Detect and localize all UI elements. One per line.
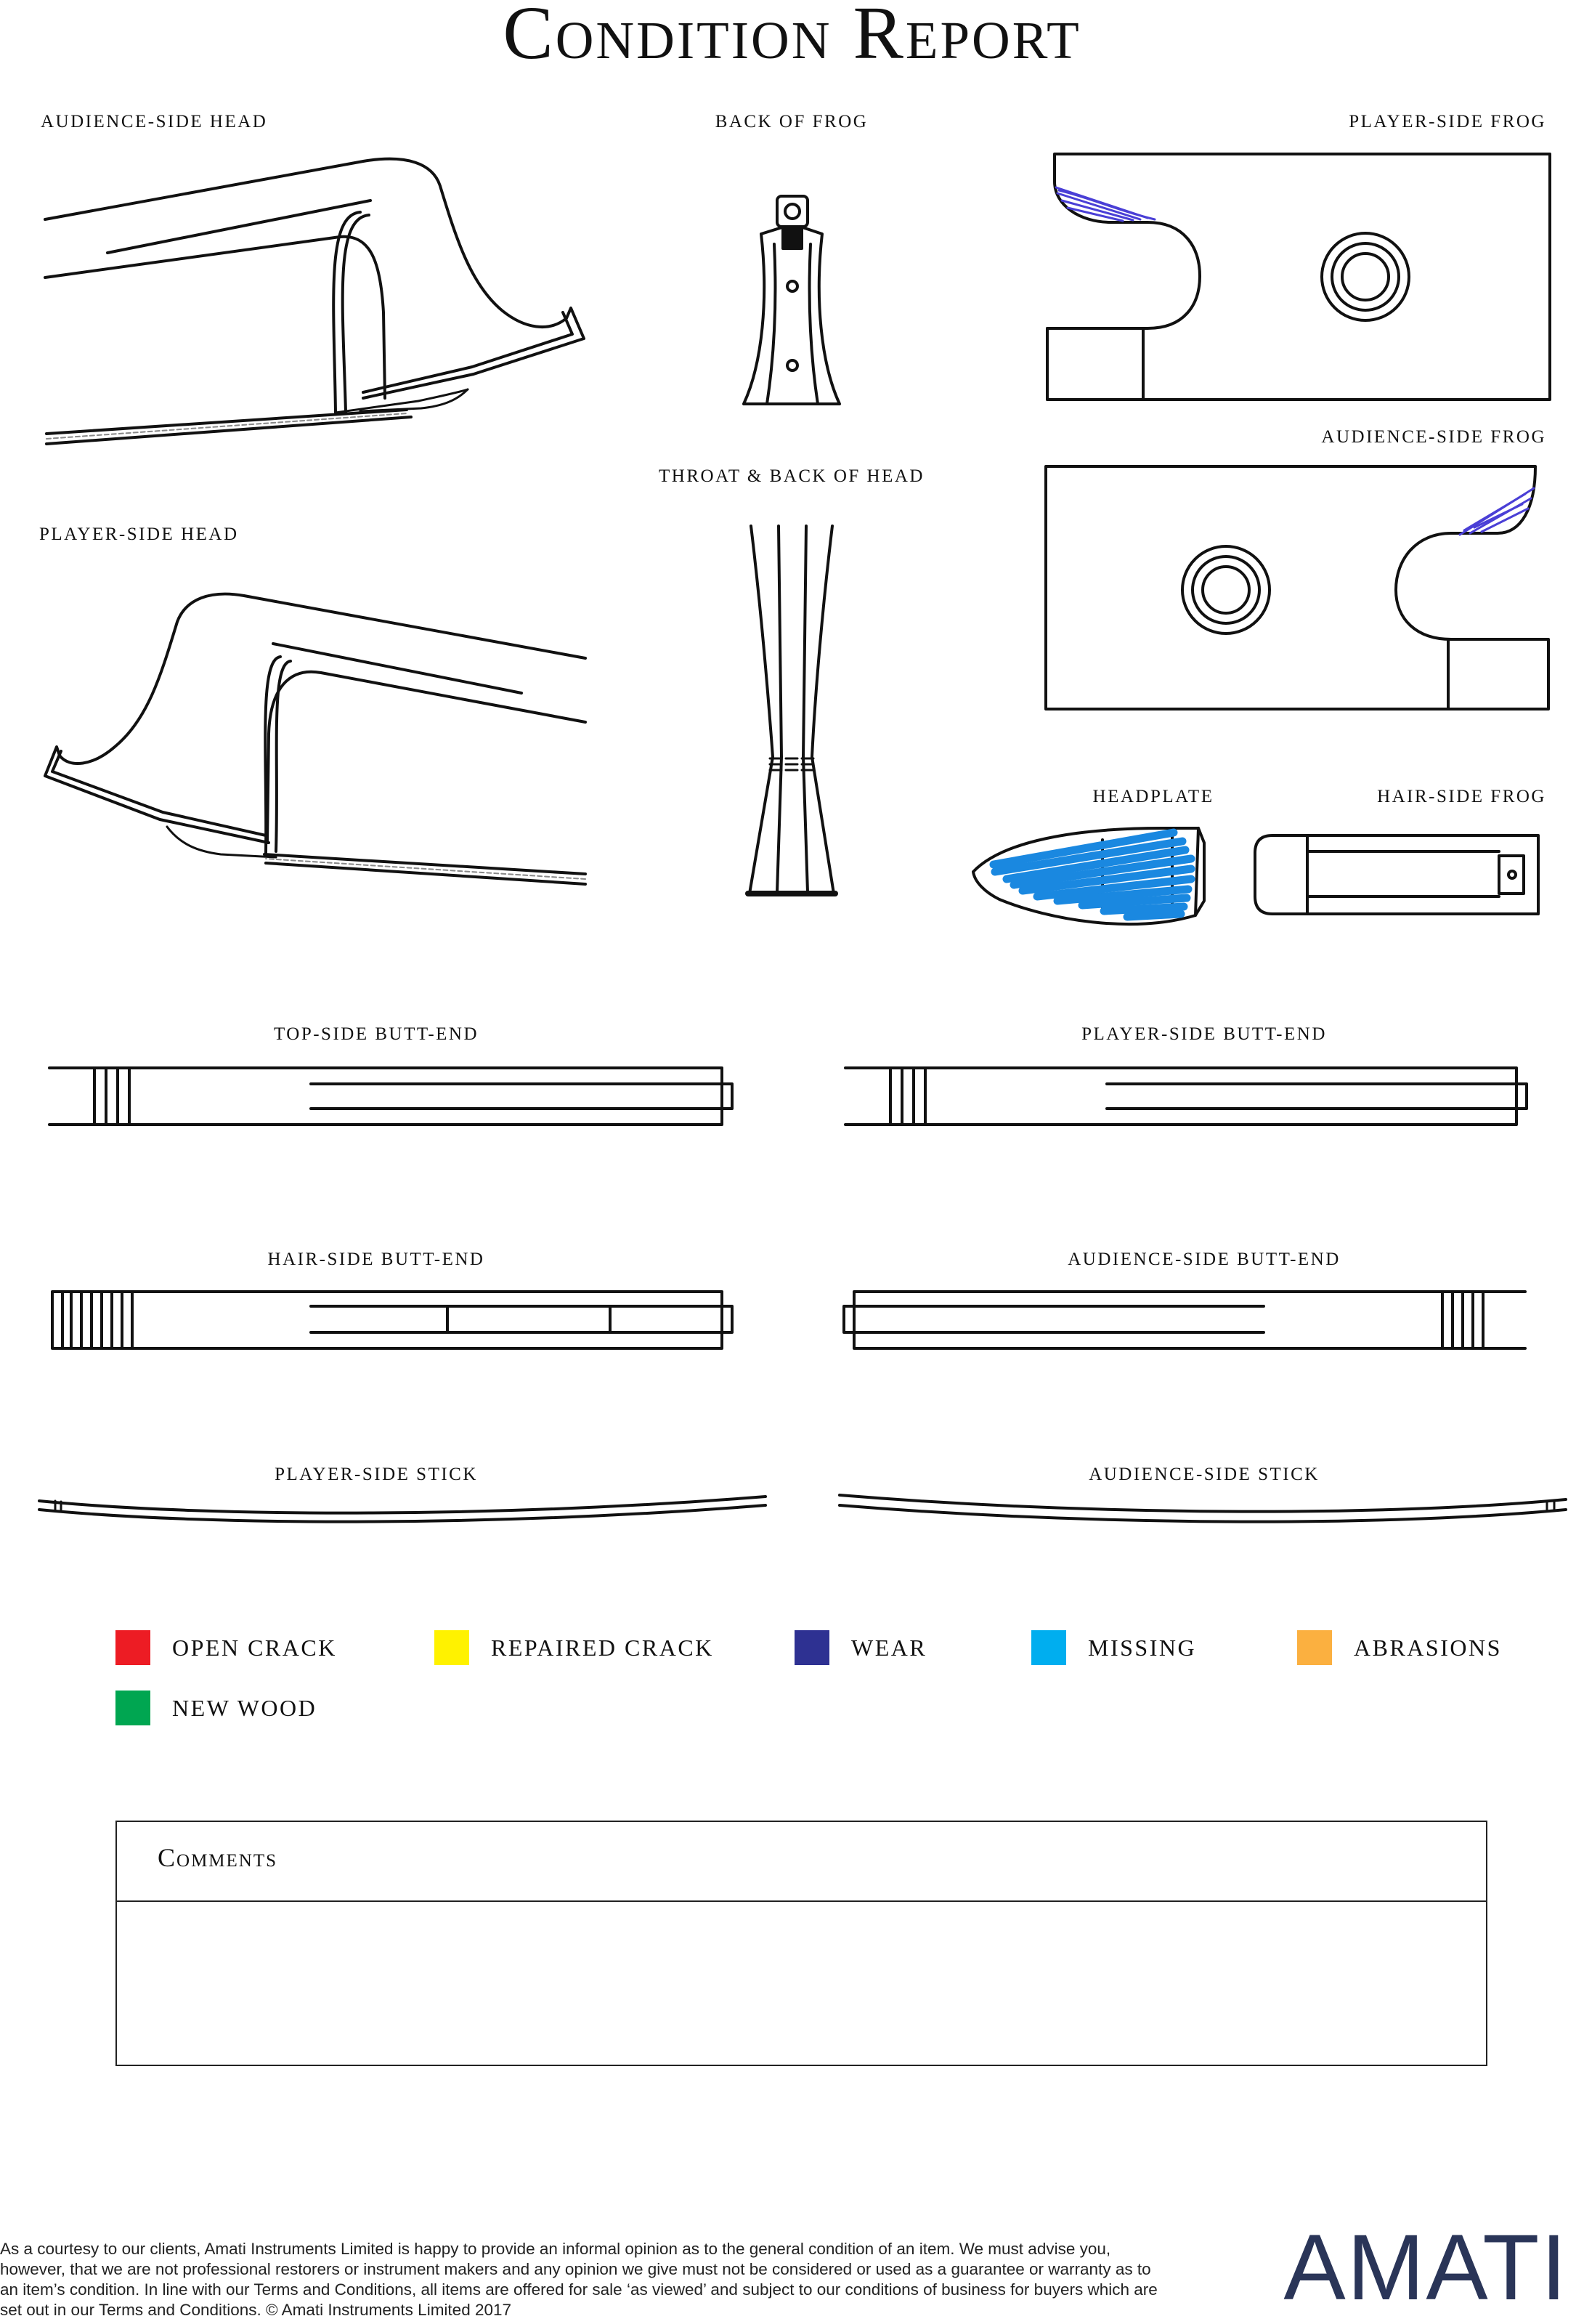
- label-player-side-stick: PLAYER-SIDE STICK: [275, 1465, 478, 1484]
- legend-label: WEAR: [851, 1634, 927, 1661]
- label-audience-side-stick: AUDIENCE-SIDE STICK: [1089, 1465, 1320, 1484]
- label-headplate: HEADPLATE: [1092, 787, 1214, 806]
- legend-label: MISSING: [1088, 1634, 1197, 1661]
- amati-logo: AMATI: [1283, 2216, 1568, 2320]
- legend-repaired-crack: [434, 1629, 714, 1666]
- comments-title: Comments: [158, 1843, 278, 1872]
- legend-swatch: [795, 1630, 829, 1665]
- wear-marking-audience-frog: [1460, 488, 1534, 535]
- legend-new-wood: [115, 1690, 317, 1726]
- legend-missing: [1031, 1629, 1196, 1666]
- diagram-hair-side-frog: [1255, 835, 1538, 914]
- diagram-player-side-frog: [1047, 154, 1550, 400]
- comments-field[interactable]: [117, 1902, 1489, 2068]
- legend-label: NEW WOOD: [172, 1694, 317, 1721]
- label-back-of-frog: BACK OF FROG: [715, 112, 869, 131]
- comments-box: [115, 1821, 1487, 2066]
- legend-label: REPAIRED CRACK: [491, 1634, 714, 1661]
- diagram-player-side-butt-end: [845, 1068, 1527, 1125]
- label-player-side-butt-end: PLAYER-SIDE BUTT-END: [1081, 1024, 1327, 1044]
- label-hair-side-frog: HAIR-SIDE FROG: [1377, 787, 1546, 806]
- label-player-side-head: PLAYER-SIDE HEAD: [39, 525, 239, 544]
- legend-swatch: [115, 1691, 150, 1725]
- legend-swatch: [115, 1630, 150, 1665]
- label-audience-side-butt-end: AUDIENCE-SIDE BUTT-END: [1068, 1250, 1341, 1269]
- diagram-player-side-head: [45, 594, 585, 884]
- disclaimer-text: As a courtesy to our clients, Amati Instruments Limited is happy to provide an informal opinion as to the general condition of an item. We must advise you, however, that we are not professional restorers or instrument makers and any opinion we give must not be considered or used as a guarantee or warranty as to an item’s condition. In line with our Terms and Conditions, all items are offered for sale ‘as viewed’ and subject to our conditions of business for buyers which are set out in our Terms and Conditions. © Amati Instruments Limited 2017: [0, 2240, 1158, 2319]
- comments-header: [117, 1822, 1486, 1902]
- legend-label: OPEN CRACK: [172, 1634, 337, 1661]
- diagram-audience-side-butt-end: [844, 1292, 1525, 1348]
- label-throat-back-of-head: THROAT & BACK OF HEAD: [659, 466, 925, 486]
- label-audience-side-frog: AUDIENCE-SIDE FROG: [1321, 427, 1546, 447]
- legend-label: ABRASIONS: [1354, 1634, 1502, 1661]
- page-title: Condition Report: [503, 0, 1081, 75]
- diagram-audience-side-stick: [840, 1495, 1566, 1522]
- label-audience-side-head: AUDIENCE-SIDE HEAD: [41, 112, 268, 131]
- diagram-hair-side-butt-end: [52, 1292, 732, 1348]
- legend-open-crack: [115, 1629, 337, 1666]
- legend-swatch: [1297, 1630, 1332, 1665]
- diagram-audience-side-head: [45, 159, 584, 444]
- legend-swatch: [1031, 1630, 1066, 1665]
- wear-marking-player-frog: [1056, 187, 1155, 221]
- legend-abrasions: [1297, 1629, 1502, 1666]
- legend-wear: [795, 1629, 927, 1666]
- diagram-audience-side-frog: [1046, 466, 1548, 709]
- diagram-back-of-frog: [744, 196, 840, 404]
- diagram-top-side-butt-end: [49, 1068, 732, 1125]
- label-hair-side-butt-end: HAIR-SIDE BUTT-END: [267, 1250, 485, 1269]
- diagram-throat-back-of-head: [748, 526, 835, 894]
- label-player-side-frog: PLAYER-SIDE FROG: [1349, 112, 1546, 131]
- legend-swatch: [434, 1630, 469, 1665]
- label-top-side-butt-end: TOP-SIDE BUTT-END: [273, 1024, 479, 1044]
- diagram-player-side-stick: [39, 1497, 765, 1522]
